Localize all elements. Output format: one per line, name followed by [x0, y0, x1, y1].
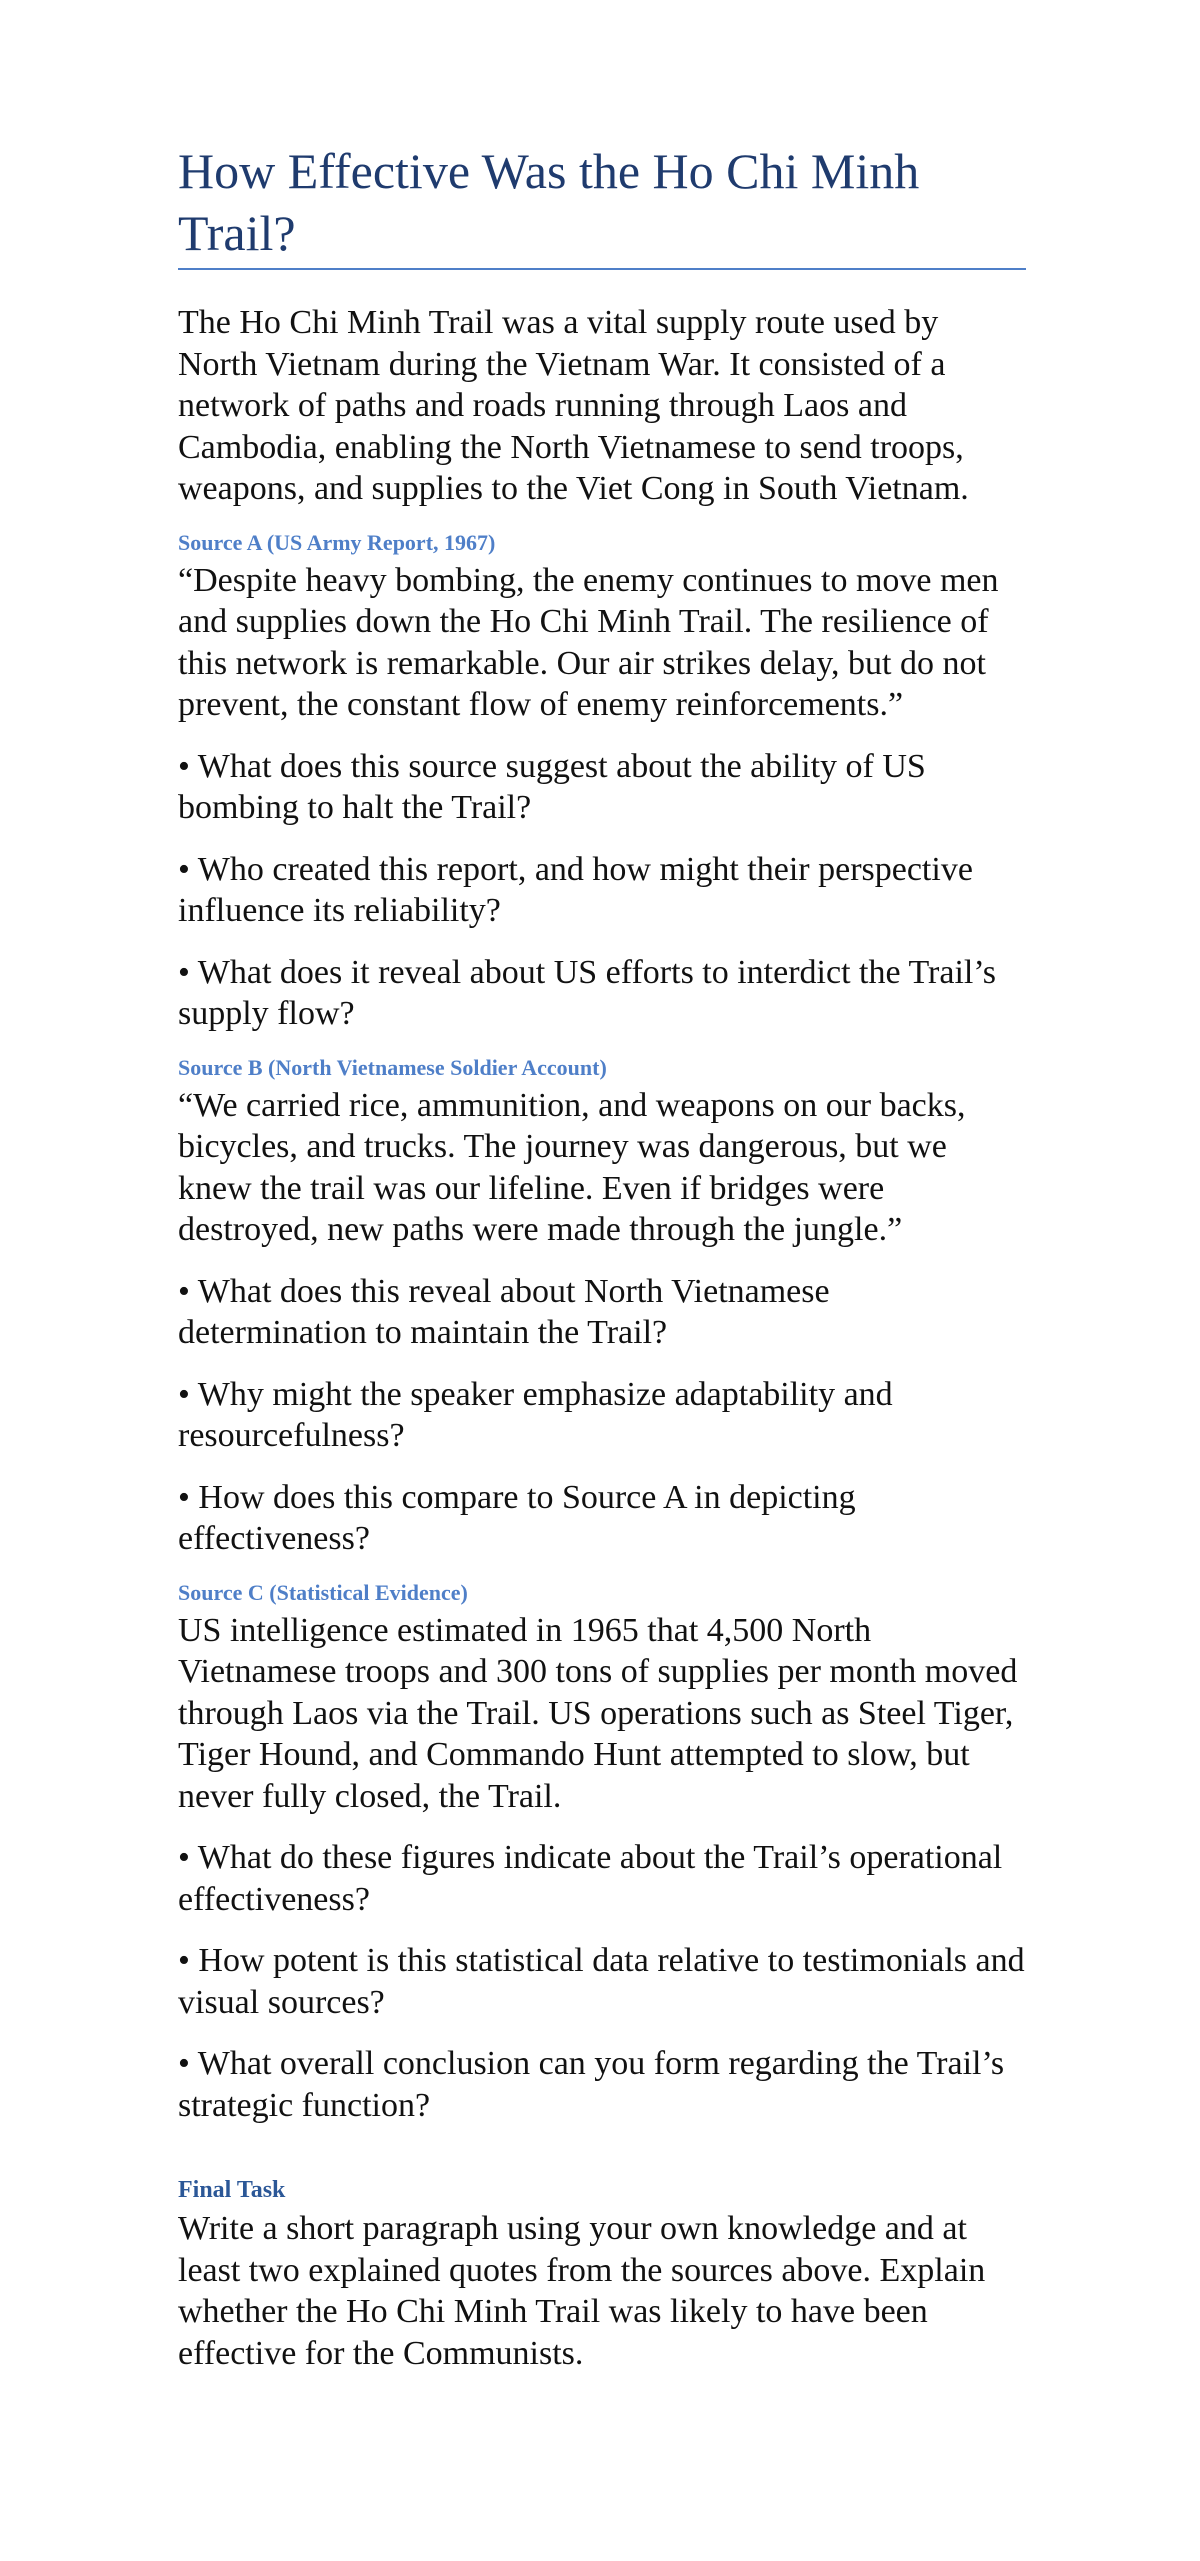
- page-title: How Effective Was the Ho Chi Minh Trail?: [178, 140, 1026, 270]
- source-b-question-2: • Why might the speaker emphasize adaptability and resourcefulness?: [178, 1375, 893, 1454]
- source-a-section: [178, 530, 1026, 1035]
- source-c-question-1: • What do these figures indicate about the Trail’s operational effectiveness?: [178, 1839, 1003, 1918]
- final-task-section: [178, 2176, 1026, 2374]
- source-a-question-3: • What does it reveal about US efforts to interdict the Trail’s supply flow?: [178, 953, 997, 1032]
- source-a-question-2: • Who created this report, and how might their perspective influence its reliability?: [178, 850, 973, 929]
- source-a-label: Source A (US Army Report, 1967): [178, 529, 496, 555]
- source-c-section: [178, 1580, 1026, 2127]
- source-b-quote: “We carried rice, ammunition, and weapons on our backs, bicycles, and trucks. The journey was dangerous, but we knew the trail was our lifeline. Even if bridges were destroyed, new paths were made through the jungle.”: [178, 1086, 966, 1248]
- source-c-text: US intelligence estimated in 1965 that 4,500 North Vietnamese troops and 300 tons of supplies per month moved through Laos via the Trail. US operations such as Steel Tiger, Tiger Hound, and Commando Hunt attempted to slow, but never fully closed, the Trail.: [178, 1611, 1018, 1815]
- source-b-question-1: • What does this reveal about North Vietnamese determination to maintain the Trail?: [178, 1272, 830, 1351]
- final-task-label: Final Task: [178, 2177, 286, 2203]
- final-task-text: Write a short paragraph using your own knowledge and at least two explained quotes from the sources above. Explain whether the Ho Chi Minh Trail was likely to have been effective for the Communists.: [178, 2210, 986, 2372]
- intro-paragraph: The Ho Chi Minh Trail was a vital supply route used by North Vietnam during the Vietnam War. It consisted of a network of paths and roads running through Laos and Cambodia, enabling the North Vietnamese to send troops, weapons, and supplies to the Viet Cong in South Vietnam.: [178, 304, 969, 507]
- source-c-question-2: • How potent is this statistical data relative to testimonials and visual sources?: [178, 1942, 1025, 2021]
- source-c-question-3: • What overall conclusion can you form regarding the Trail’s strategic function?: [178, 2045, 1005, 2124]
- source-b-section: [178, 1055, 1026, 1560]
- document-page: [178, 140, 1026, 2374]
- source-b-question-3: • How does this compare to Source A in depicting effectiveness?: [178, 1478, 856, 1557]
- source-b-label: Source B (North Vietnamese Soldier Account): [178, 1054, 607, 1080]
- source-c-label: Source C (Statistical Evidence): [178, 1579, 468, 1605]
- source-a-question-1: • What does this source suggest about the ability of US bombing to halt the Trail?: [178, 747, 926, 826]
- source-a-quote: “Despite heavy bombing, the enemy continues to move men and supplies down the Ho Chi Minh Trail. The resilience of this network is remarkable. Our air strikes delay, but do not prevent, the constant flow of enemy reinforcements.”: [178, 561, 999, 723]
